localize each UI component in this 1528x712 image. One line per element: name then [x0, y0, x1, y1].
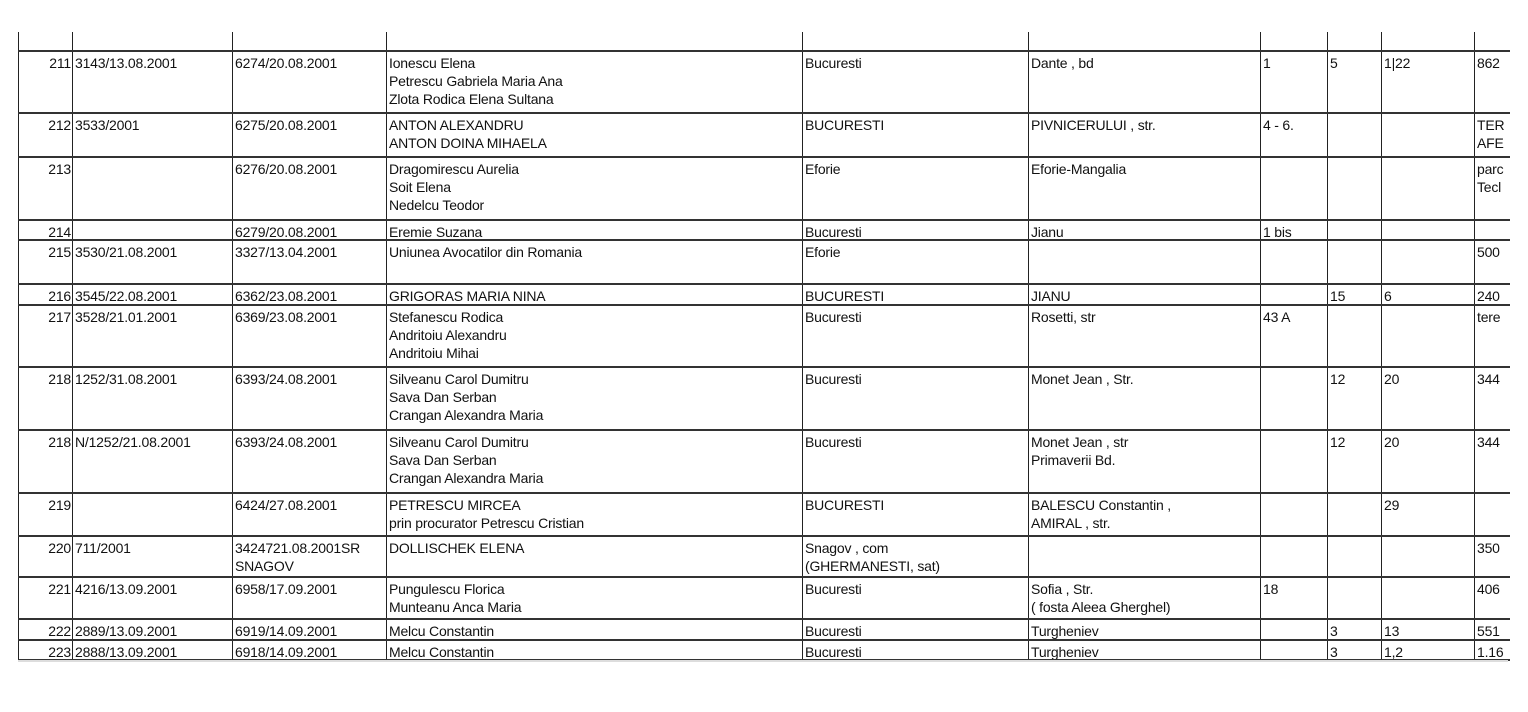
cell-nr-crt: 223 — [18, 641, 72, 659]
cell-bloc — [1327, 306, 1381, 366]
cell-strada: Dante , bd — [1028, 52, 1260, 112]
cell-localitate: Eforie — [802, 241, 1028, 283]
cell-nr-inregistrare: 1252/31.08.2001 — [72, 368, 232, 429]
cell-localitate: Bucuresti — [802, 431, 1028, 492]
cell-strada: Monet Jean , Str. — [1028, 368, 1260, 429]
table-row — [18, 285, 1510, 306]
cell-scara-ap — [1381, 537, 1474, 576]
cell-bloc — [1327, 578, 1381, 618]
cell-nr-dosar: 6279/20.08.2001 — [232, 221, 386, 239]
cell-nr-inregistrare: 711/2001 — [72, 537, 232, 576]
cell-suprafata: 1.16 — [1474, 641, 1510, 659]
table-row — [18, 368, 1510, 431]
cell-numar — [1260, 494, 1327, 535]
cell-numar: 4 - 6. — [1260, 114, 1327, 156]
cell-nr-inregistrare: 3530/21.08.2001 — [72, 241, 232, 283]
table-row — [18, 641, 1510, 661]
cell-nr-inregistrare: 3143/13.08.2001 — [72, 52, 232, 112]
cell-bloc: 12 — [1327, 368, 1381, 429]
cell-nr-dosar: 6276/20.08.2001 — [232, 158, 386, 219]
cell-nr-crt: 215 — [18, 241, 72, 283]
cell-strada: BALESCU Constantin , AMIRAL , str. — [1028, 494, 1260, 535]
cell-nr-dosar: 6362/23.08.2001 — [232, 285, 386, 304]
cell-scara-ap: 6 — [1381, 285, 1474, 304]
cell-nr-inregistrare — [72, 221, 232, 239]
cell-nr-crt: 220 — [18, 537, 72, 576]
cell-nr-dosar: 6393/24.08.2001 — [232, 368, 386, 429]
cell-nr-dosar: 3327/13.04.2001 — [232, 241, 386, 283]
cell-solicitant: PETRESCU MIRCEA prin procurator Petrescu Cristian — [386, 494, 802, 535]
cell-nr-crt: 211 — [18, 52, 72, 112]
cell-nr-dosar: 3424721.08.2001SR SNAGOV — [232, 537, 386, 576]
cell-solicitant: Ionescu Elena Petrescu Gabriela Maria Ana Zlota Rodica Elena Sultana — [386, 52, 802, 112]
cell-scara-ap — [1381, 32, 1474, 50]
cell-nr-dosar: 6958/17.09.2001 — [232, 578, 386, 618]
table-row — [18, 306, 1510, 368]
cell-suprafata: 350 — [1474, 537, 1510, 576]
cell-solicitant: Melcu Constantin — [386, 641, 802, 659]
cell-scara-ap — [1381, 241, 1474, 283]
cell-bloc: 5 — [1327, 52, 1381, 112]
cell-nr-crt: 217 — [18, 306, 72, 366]
cell-nr-crt: 218 — [18, 368, 72, 429]
cell-nr-inregistrare: N/1252/21.08.2001 — [72, 431, 232, 492]
cell-solicitant — [386, 32, 802, 50]
cell-bloc — [1327, 158, 1381, 219]
cell-nr-crt: 214 — [18, 221, 72, 239]
cell-numar: 1 — [1260, 52, 1327, 112]
cell-suprafata: 862 — [1474, 52, 1510, 112]
cell-bloc — [1327, 537, 1381, 576]
cell-numar — [1260, 537, 1327, 576]
cell-solicitant: DOLLISCHEK ELENA — [386, 537, 802, 576]
table-row — [18, 52, 1510, 114]
cell-nr-inregistrare — [72, 494, 232, 535]
cell-scara-ap: 29 — [1381, 494, 1474, 535]
cell-localitate: Bucuresti — [802, 52, 1028, 112]
cell-strada — [1028, 32, 1260, 50]
cell-suprafata: 344 — [1474, 431, 1510, 492]
cell-nr-dosar: 6275/20.08.2001 — [232, 114, 386, 156]
cell-solicitant: Silveanu Carol Dumitru Sava Dan Serban Crangan Alexandra Maria — [386, 431, 802, 492]
cell-numar: 1 bis — [1260, 221, 1327, 239]
cell-scara-ap: 1,2 — [1381, 641, 1474, 659]
cell-suprafata — [1474, 494, 1510, 535]
cell-scara-ap: 20 — [1381, 431, 1474, 492]
cell-solicitant: Uniunea Avocatilor din Romania — [386, 241, 802, 283]
cell-numar — [1260, 368, 1327, 429]
cell-localitate: Bucuresti — [802, 306, 1028, 366]
table-row — [18, 221, 1510, 241]
cell-strada: Sofia , Str. ( fosta Aleea Gherghel) — [1028, 578, 1260, 618]
table-row — [18, 537, 1510, 578]
cell-nr-dosar: 6393/24.08.2001 — [232, 431, 386, 492]
cell-scara-ap: 1|22 — [1381, 52, 1474, 112]
cell-nr-dosar: 6424/27.08.2001 — [232, 494, 386, 535]
cell-nr-crt — [18, 32, 72, 50]
cell-nr-crt: 222 — [18, 620, 72, 639]
cell-solicitant: Silveanu Carol Dumitru Sava Dan Serban Crangan Alexandra Maria — [386, 368, 802, 429]
cell-scara-ap — [1381, 306, 1474, 366]
cell-solicitant: Eremie Suzana — [386, 221, 802, 239]
cell-numar — [1260, 431, 1327, 492]
cell-nr-dosar: 6369/23.08.2001 — [232, 306, 386, 366]
cell-suprafata: 240 — [1474, 285, 1510, 304]
cell-suprafata: 551 — [1474, 620, 1510, 639]
cell-localitate: Bucuresti — [802, 620, 1028, 639]
table-row — [18, 114, 1510, 158]
cell-strada: Jianu — [1028, 221, 1260, 239]
cell-strada — [1028, 537, 1260, 576]
cell-strada: Turgheniev — [1028, 620, 1260, 639]
cell-bloc: 3 — [1327, 620, 1381, 639]
cell-strada: JIANU — [1028, 285, 1260, 304]
cell-numar — [1260, 620, 1327, 639]
cell-localitate: BUCURESTI — [802, 114, 1028, 156]
cell-suprafata — [1474, 32, 1510, 50]
cell-numar — [1260, 158, 1327, 219]
cell-bloc: 3 — [1327, 641, 1381, 659]
cell-nr-crt: 213 — [18, 158, 72, 219]
cell-strada: PIVNICERULUI , str. — [1028, 114, 1260, 156]
cell-strada: Eforie-Mangalia — [1028, 158, 1260, 219]
cell-suprafata: TER AFE — [1474, 114, 1510, 156]
cell-numar — [1260, 32, 1327, 50]
cell-solicitant: GRIGORAS MARIA NINA — [386, 285, 802, 304]
cell-nr-dosar — [232, 32, 386, 50]
table-header-row — [18, 32, 1510, 52]
cell-nr-crt: 221 — [18, 578, 72, 618]
cell-numar — [1260, 241, 1327, 283]
cell-nr-inregistrare — [72, 32, 232, 50]
cell-scara-ap: 20 — [1381, 368, 1474, 429]
cell-suprafata: 500 — [1474, 241, 1510, 283]
cell-localitate — [802, 32, 1028, 50]
cell-localitate: BUCURESTI — [802, 494, 1028, 535]
cell-localitate: Eforie — [802, 158, 1028, 219]
cell-nr-inregistrare — [72, 158, 232, 219]
cell-localitate: Bucuresti — [802, 641, 1028, 659]
table-row — [18, 158, 1510, 221]
cell-localitate: Bucuresti — [802, 578, 1028, 618]
cell-numar: 18 — [1260, 578, 1327, 618]
cell-nr-dosar: 6274/20.08.2001 — [232, 52, 386, 112]
cell-suprafata: tere — [1474, 306, 1510, 366]
cell-bloc — [1327, 241, 1381, 283]
cell-suprafata: 406 — [1474, 578, 1510, 618]
table-row — [18, 241, 1510, 285]
cell-numar — [1260, 641, 1327, 659]
cell-nr-inregistrare: 2889/13.09.2001 — [72, 620, 232, 639]
cell-bloc — [1327, 221, 1381, 239]
cell-nr-inregistrare: 2888/13.09.2001 — [72, 641, 232, 659]
table-row — [18, 578, 1510, 620]
cell-nr-dosar: 6919/14.09.2001 — [232, 620, 386, 639]
cell-nr-inregistrare: 3528/21.01.2001 — [72, 306, 232, 366]
cell-scara-ap: 13 — [1381, 620, 1474, 639]
cell-bloc — [1327, 494, 1381, 535]
cell-nr-crt: 218 — [18, 431, 72, 492]
cell-localitate: Bucuresti — [802, 221, 1028, 239]
cell-scara-ap — [1381, 578, 1474, 618]
registry-table — [18, 32, 1510, 661]
cell-suprafata: 344 — [1474, 368, 1510, 429]
cell-nr-inregistrare: 3545/22.08.2001 — [72, 285, 232, 304]
cell-suprafata — [1474, 221, 1510, 239]
scan-shadow — [18, 660, 1508, 662]
cell-nr-crt: 219 — [18, 494, 72, 535]
cell-scara-ap — [1381, 221, 1474, 239]
table-row — [18, 620, 1510, 641]
table-row — [18, 431, 1510, 494]
cell-solicitant: Pungulescu Florica Munteanu Anca Maria — [386, 578, 802, 618]
cell-numar — [1260, 285, 1327, 304]
cell-solicitant: Dragomirescu Aurelia Soit Elena Nedelcu Teodor — [386, 158, 802, 219]
cell-suprafata: parc Tecl — [1474, 158, 1510, 219]
cell-numar: 43 A — [1260, 306, 1327, 366]
cell-nr-inregistrare: 3533/2001 — [72, 114, 232, 156]
cell-nr-crt: 216 — [18, 285, 72, 304]
cell-strada: Turgheniev — [1028, 641, 1260, 659]
cell-solicitant: Melcu Constantin — [386, 620, 802, 639]
cell-bloc: 12 — [1327, 431, 1381, 492]
cell-strada: Monet Jean , str Primaverii Bd. — [1028, 431, 1260, 492]
cell-bloc: 15 — [1327, 285, 1381, 304]
cell-nr-dosar: 6918/14.09.2001 — [232, 641, 386, 659]
cell-bloc — [1327, 32, 1381, 50]
cell-localitate: Bucuresti — [802, 368, 1028, 429]
cell-nr-inregistrare: 4216/13.09.2001 — [72, 578, 232, 618]
cell-solicitant: ANTON ALEXANDRU ANTON DOINA MIHAELA — [386, 114, 802, 156]
cell-localitate: BUCURESTI — [802, 285, 1028, 304]
table-row — [18, 494, 1510, 537]
cell-bloc — [1327, 114, 1381, 156]
cell-scara-ap — [1381, 158, 1474, 219]
cell-solicitant: Stefanescu Rodica Andritoiu Alexandru Andritoiu Mihai — [386, 306, 802, 366]
cell-strada — [1028, 241, 1260, 283]
cell-nr-crt: 212 — [18, 114, 72, 156]
cell-localitate: Snagov , com (GHERMANESTI, sat) — [802, 537, 1028, 576]
cell-strada: Rosetti, str — [1028, 306, 1260, 366]
cell-scara-ap — [1381, 114, 1474, 156]
